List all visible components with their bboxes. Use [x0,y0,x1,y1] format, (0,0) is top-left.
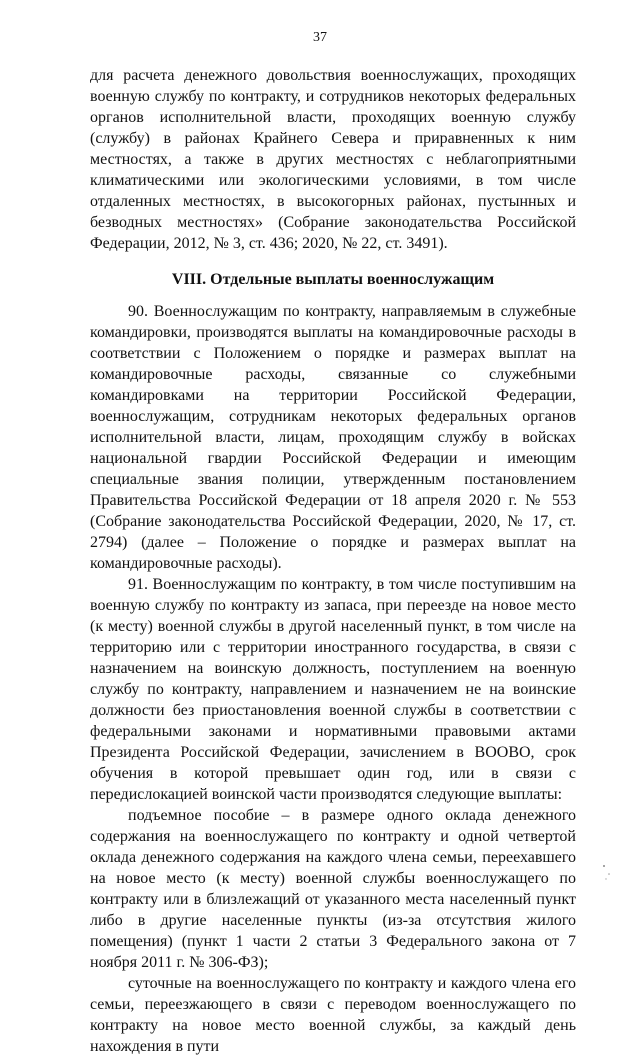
paragraph-daily-allowance: суточные на военнослужащего по контракту и каждого члена его семьи, переезжающего в связи с переводом военнослужащего по контракту на новое место военной службы, за каждый день нахождения в пути [90,975,576,1055]
intro-paragraph: для расчета денежного довольствия военнослужащих, проходящих военную службу по контракту, и сотрудников некоторых федеральных органов исполнительной власти, проходящих военную службу (службу) в районах Крайнего Севера и приравненных к ним местностях, а также в других местностях с неблагоприятными климатическими или экологическими условиями, в том числе отдаленных местностях, в высокогорных районах, пустынных и безводных местностях» (Собрание законодательства Российской Федерации, 2012, № 3, ст. 436; 2020, № 22, ст. 3491). [90,67,576,252]
document-body [90,65,576,1057]
paragraph-90: 90. Военнослужащим по контракту, направляемым в служебные командировки, производятся выплаты на командировочные расходы в соответствии с Положением о порядке и размерах выплат на командировочные расходы, связанные со служебными командировками на территории Российской Федерации, военнослужащим, сотрудникам некоторых федеральных органов исполнительной власти, лицам, проходящим службу в войсках национальной гвардии Российской Федерации и имеющим специальные звания полиции, утвержденным постановлением Правительства Российской Федерации от 18 апреля 2020 г. № 553 (Собрание законодательства Российской Федерации, 2020, № 17, ст. 2794) (далее – Положение о порядке и размерах выплат на командировочные расходы). [90,303,576,572]
page-number: 37 [313,30,327,45]
paragraph-lifting-allowance: подъемное пособие – в размере одного оклада денежного содержания на военнослужащего по контракту и одной четвертой оклада денежного содержания на каждого члена семьи, переехавшего на новое место (к месту) военной службы военнослужащего по контракту или в близлежащий от указанного места населенный пункт либо в другие населенные пункты (из-за отсутствия жилого помещения) (пункт 1 части 2 статьи 3 Федерального закона от 7 ноября 2011 г. № 306-ФЗ); [90,807,576,971]
scan-specks-decoration [598,862,628,882]
section-heading: VIII. Отдельные выплаты военнослужащим [171,271,495,288]
paragraph-91: 91. Военнослужащим по контракту, в том числе поступившим на военную службу по контракту из запаса, при переезде на новое место (к месту) военной службы в другой населенный пункт, в том числе на территорию или с территории иностранного государства, в связи с назначением на воинскую должность, поступлением на военную службу по контракту, направлением и назначением не на воинские должности без приостановления военной службы в соответствии с федеральными законами и нормативными правовыми актами Президента Российской Федерации, зачислением в ВООВО, срок обучения в которой превышает один год, или в связи с передислокацией воинской части производятся следующие выплаты: [90,576,576,803]
